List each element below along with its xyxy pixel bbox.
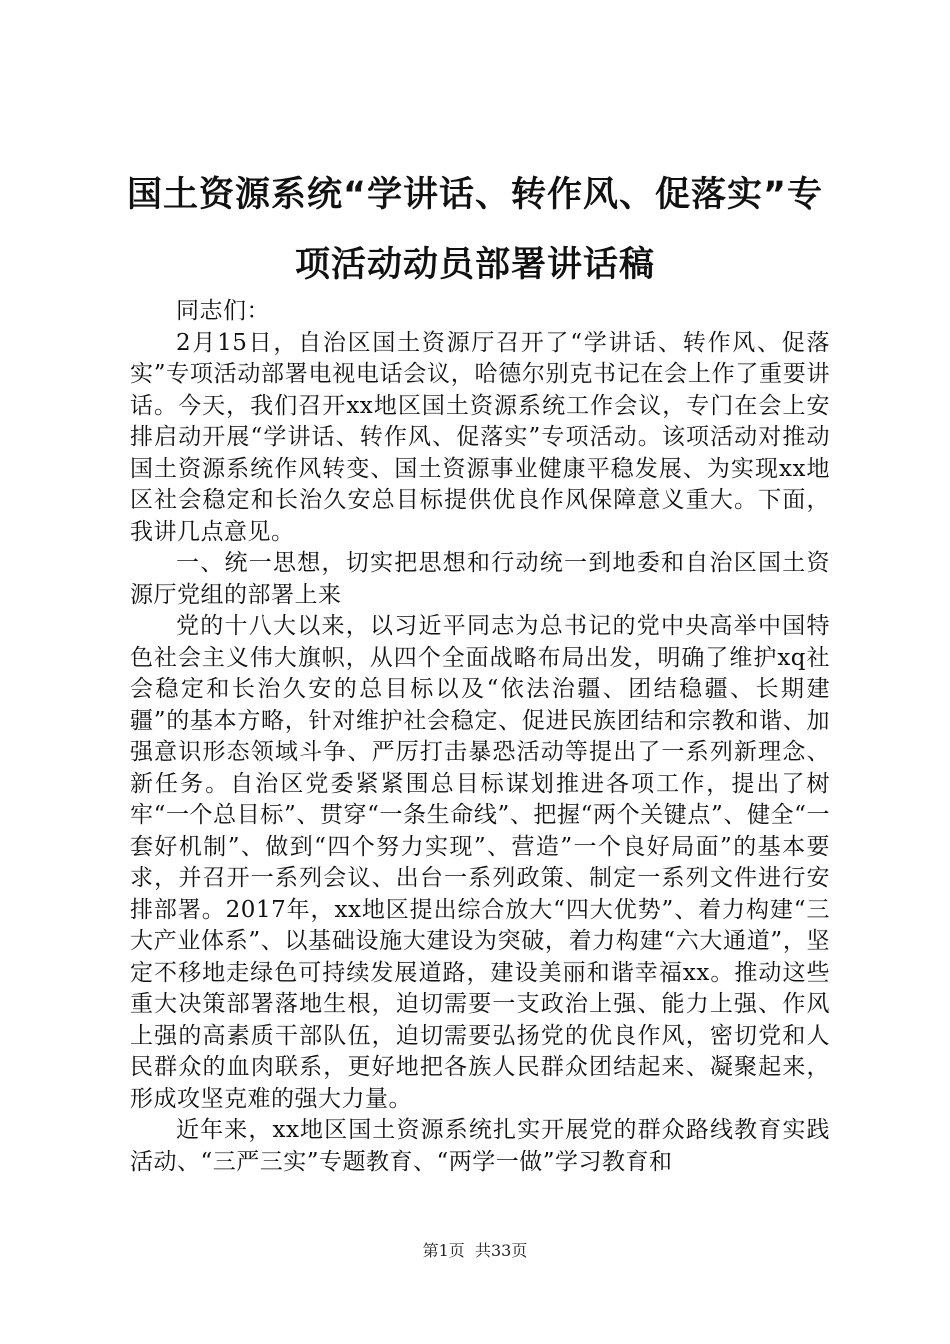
section-heading-1: 一、统一思想，切实把思想和行动统一到地委和自治区国土资源厅党组的部署上来	[130, 550, 830, 608]
title-line-1: 国土资源系统“学讲话、转作风、促落实”专	[126, 175, 823, 215]
salutation: 同志们：	[176, 298, 270, 324]
page-total: 共33页	[474, 1241, 528, 1260]
title-line-2: 项活动动员部署讲话稿	[294, 245, 655, 285]
document-title	[120, 160, 830, 300]
page-number: 第1页	[422, 1241, 465, 1260]
document-body	[130, 296, 830, 1178]
paragraph-background: 党的十八大以来，以习近平同志为总书记的党中央高举中国特色社会主义伟大旗帜，从四个全面战略布局出发，明确了维护xq社会稳定和长治久安的总目标以及“依法治疆、团结稳疆、长期建疆”的基本方略，针对维护社会稳定、促进民族团结和宗教和谐、加强意识形态领域斗争、严厉打击暴恐活动等提出了一系列新理念、新任务。自治区党委紧紧围总目标谋划推进各项工作，提出了树牢“一个总目标”、贯穿“一条生命线”、把握“两个关键点”、健全“一套好机制”、做到“四个努力实现”、营造”一个良好局面”的基本要求，并召开一系列会议、出台一系列政策、制定一系列文件进行安排部署。2017年，xx地区提出综合放大“四大优势”、着力构建“三大产业体系”、以基础设施大建设为突破，着力构建“六大通道”，坚定不移地走绿色可持续发展道路，建设美丽和谐幸福xx。推动这些重大决策部署落地生根，迫切需要一支政治上强、能力上强、作风上强的高素质干部队伍，迫切需要弘扬党的优良作风，密切党和人民群众的血肉联系，更好地把各族人民群众团结起来、凝聚起来，形成攻坚克难的强大力量。	[130, 613, 830, 1112]
paragraph-recent-years: 近年来，xx地区国土资源系统扎实开展党的群众路线教育实践活动、“三严三实”专题教育、“两学一做”学习教育和	[130, 1117, 830, 1175]
paragraph-intro: 2月15日，自治区国土资源厅召开了“学讲话、转作风、促落实”专项活动部署电视电话会议，哈德尔别克书记在会上作了重要讲话。今天，我们召开xx地区国土资源系统工作会议，专门在会上安排启动开展“学讲话、转作风、促落实”专项活动。该项活动对推动国土资源系统作风转变、国土资源事业健康平稳发展、为实现xx地区社会稳定和长治久安总目标提供优良作风保障意义重大。下面，我讲几点意见。	[130, 329, 830, 545]
page-footer	[0, 1238, 950, 1261]
